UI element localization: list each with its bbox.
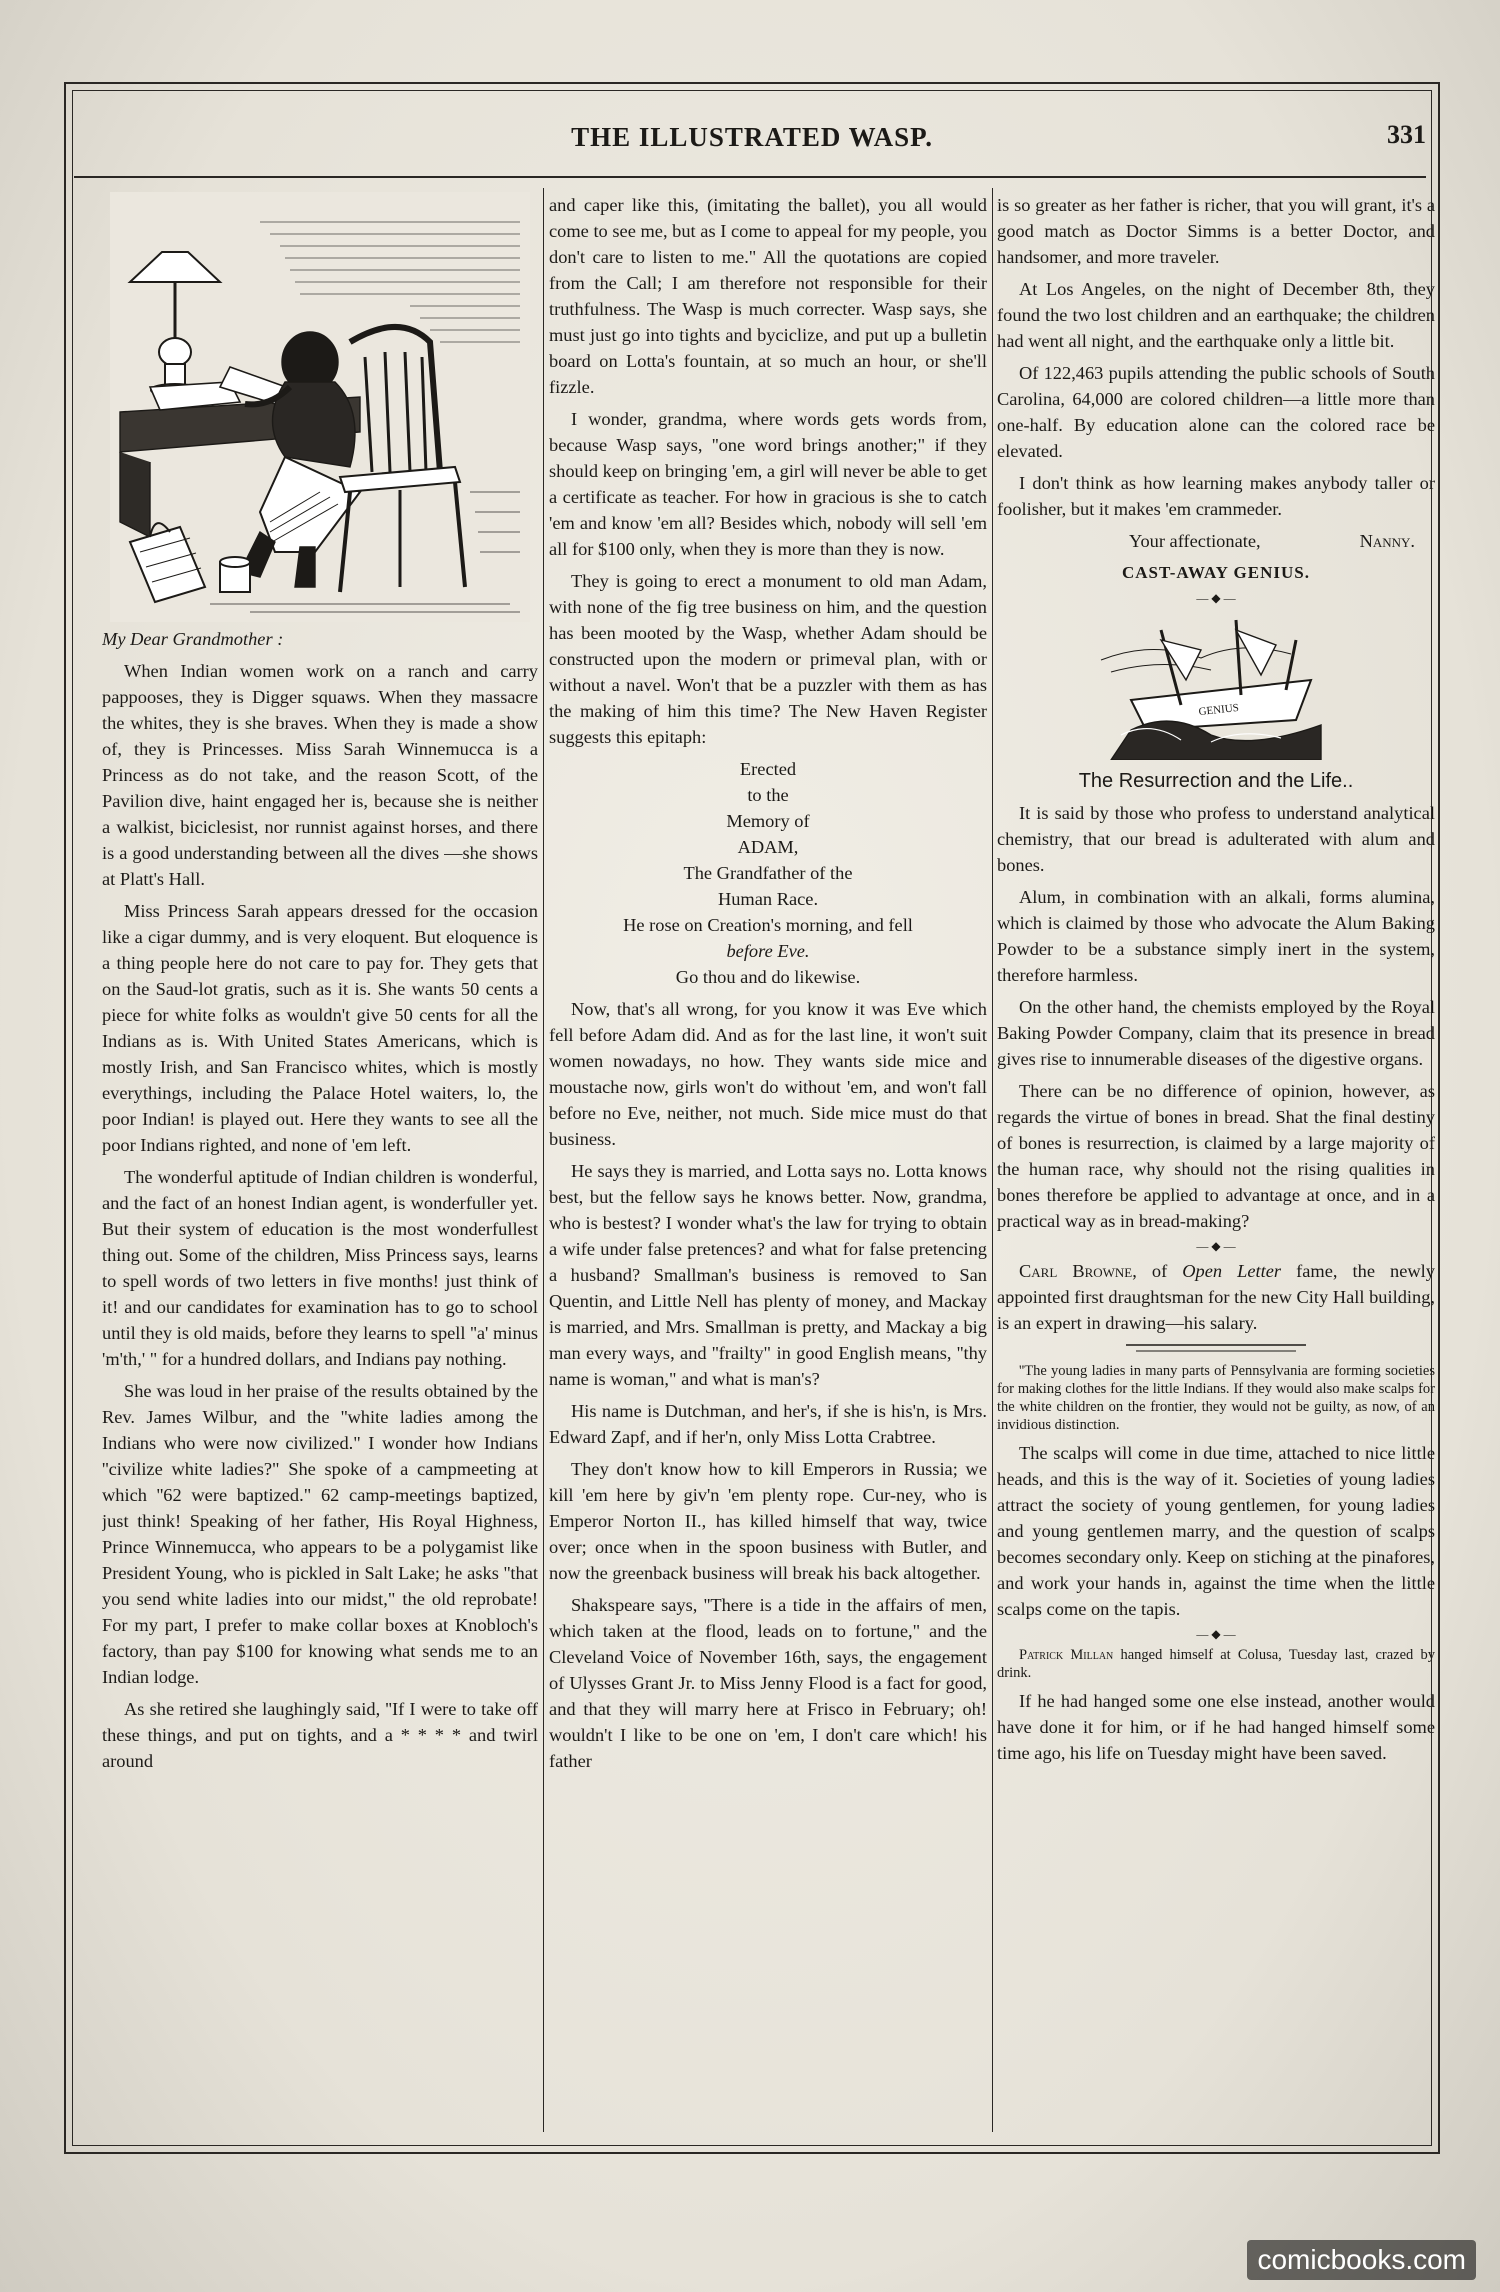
paragraph: It is said by those who profess to understand analytical chemistry, that our bread is adulterated with alum and bones.	[997, 803, 1435, 875]
paragraph: There can be no difference of opinion, however, as regards the virtue of bones in bread. Shat the final destiny of bones is resurrection, is claimed by a large majority of the human race, why should not the rising qualities in bones therefore be applied to advantage at once, and in a practical way as in bread-making?	[997, 1081, 1435, 1231]
epitaph-line: Go thou and do likewise.	[675, 967, 861, 987]
signature: Nanny.	[1359, 531, 1415, 551]
paragraph: I wonder, grandma, where words gets words from, because Wasp says, ''one word brings another;" if they should keep on bringing 'em, a girl will never be able to get a certificate as teacher. For how in gracious is she to catch 'em and know 'em all? Besides which, nobody will sell 'em all for $100 only, when they is more than they is now.	[549, 409, 987, 559]
epitaph-line: ADAM,	[737, 837, 799, 857]
section-title: CAST-AWAY GENIUS.	[1121, 563, 1310, 582]
news-item	[997, 1646, 1435, 1682]
epitaph-line: He rose on Creation's morning, and fell	[623, 915, 913, 935]
ship-label: GENIUS	[1197, 701, 1240, 719]
epitaph-line: Erected	[739, 759, 797, 779]
paragraph: They don't know how to kill Emperors in Russia; we kill 'em here by giv'n 'em plenty rope. Cur-ney, who is Emperor Norton II., has killed himself that way, twice over; once when in the spoon business with Butler, and now the greenback business will break his back altogether.	[549, 1459, 987, 1583]
ornament-divider: — ◆ —	[1196, 1239, 1236, 1253]
text-fragment: fame, the newly appointed first draughtsman for the new City Hall building, is an expert in drawing—his salary.	[997, 1261, 1435, 1333]
paragraph: If he had hanged some one else instead, another would have done it for him, or if he had hanged himself some time ago, his life on Tuesday might have been saved.	[997, 1691, 1435, 1763]
column-divider	[543, 188, 544, 2132]
epitaph	[549, 756, 987, 990]
shipwreck-illustration	[1091, 610, 1341, 760]
ornament-divider: — ◆ —	[1196, 1627, 1236, 1641]
epitaph-line: before Eve.	[726, 941, 810, 961]
signoff-text: Your affectionate,	[1129, 531, 1261, 551]
text-fragment: hanged himself at Colusa, Tuesday last, crazed by drink.	[997, 1647, 1435, 1681]
epitaph-line: to the	[747, 785, 789, 805]
column-divider	[992, 188, 993, 2132]
paragraph: She was loud in her praise of the results obtained by the Rev. James Wilbur, and the ''white ladies among the Indians who were now civilized." I wonder how Indians ''civilize white ladies?" She spoke of a campmeeting at which ''62 were baptized." 62 camp-meetings baptized, just think! Speaking of her father, His Royal Highness, Prince Winnemucca, who appears to be a polygamist like President Young, who is pickled in Salt Lake; he asks ''that you send white ladies into our midst," the old reprobate! For my part, I prefer to make collar boxes at Knobloch's factory, than pay $100 for knowing what sends me to an Indian lodge.	[102, 1381, 538, 1687]
source-watermark: comicbooks.com	[1247, 2240, 1476, 2280]
person-name: Carl Browne	[1019, 1261, 1133, 1281]
publication-title: THE ILLUSTRATED WASP.	[571, 122, 933, 152]
paragraph: The scalps will come in due time, attached to nice little heads, and this is the way of it. Societies of young ladies attract the society of young gentlemen, for young ladies and young gentlemen marry, and the question of scalps becomes secondary only. Keep on stiching at the pinafores, and work your hands in, against the time when the little scalps come on the tapis.	[997, 1443, 1435, 1619]
paragraph: and caper like this, (imitating the ballet), you all would come to see me, but as I come to appeal for my people, you don't care to listen to me." All the quotations are copied from the Call; I am therefore not responsible for their truthfulness. The Wasp is much correcter. Wasp says, she must just go into tights and byciclize, and put up a bulletin board on Lotta's fountain, at so much an hour, or she'll fizzle.	[549, 195, 987, 397]
paragraph: He says they is married, and Lotta says no. Lotta knows best, but the fellow says he knows better. Now, grandma, who is bestest? I wonder what's the law for trying to obtain a wife under false pretences? and what for false pretencing a husband? Smallman's business is removed to San Quentin, and Little Nell has plenty of money, and Mackay is married, and Mrs. Smallman is pretty, and Mackay a big man every ways, and ''frailty" in good English means, ''thy name is woman," and what is man's?	[549, 1161, 987, 1389]
paragraph: Miss Princess Sarah appears dressed for the occasion like a cigar dummy, and is very eloquent. But eloquence is a thing people here do not care to pay for. They gets that on the Saud-lot gratis, such as it is. She wants 50 cents a piece for white folks as wouldn't give 50 cents for all the Indians as is. With United States Americans, which is mostly Irish, and San Francisco whites, which is mostly everythings, including the Palace Hotel waiters, lo, the poor Indian! is played out. Here they wants to see all the poor Indians righted, and none of 'em left.	[102, 901, 538, 1155]
paragraph: Of 122,463 pupils attending the public schools of South Carolina, 64,000 are colored children—a little more than one-half. By education alone can the colored race be elevated.	[997, 363, 1435, 461]
paragraph: When Indian women work on a ranch and carry pappooses, they is Digger squaws. When they massacre the whites, they is she braves. When they is made a show of, they is Princesses. Miss Sarah Winnemucca is a Princess as do not take, and the reason Scott, of the Pavilion dive, haint engaged her is, because she is neither a walkist, biciclesist, nor runnist against horses, and there is a good understanding between all the dives —she shows at Platt's Hall.	[102, 661, 538, 889]
paragraph: At Los Angeles, on the night of December 8th, they found the two lost children and an earthquake; the children had went all night, and the earthquake only a little bit.	[997, 279, 1435, 351]
column-3	[997, 192, 1435, 2132]
paragraph: On the other hand, the chemists employed by the Royal Baking Powder Company, claim that its presence in bread gives rise to innumerable diseases of the digestive organs.	[997, 997, 1435, 1069]
epitaph-line: Memory of	[726, 811, 810, 831]
publication-name: Open Letter	[1182, 1261, 1282, 1281]
letter-signoff	[997, 528, 1435, 554]
paragraph: His name is Dutchman, and her's, if she is his'n, is Mrs. Edward Zapf, and if her'n, only Miss Lotta Crabtree.	[549, 1401, 987, 1447]
column-1	[102, 192, 538, 2132]
masthead	[64, 118, 1440, 162]
page-number: 331	[1387, 120, 1426, 149]
quoted-paragraph: ''The young ladies in many parts of Pennsylvania are forming societies for making clothes for the little Indians. If they would also make scalps for the white children on the frontier, they would not be guilty, as now, of an invidious distinction.	[997, 1363, 1435, 1433]
section-title: The Resurrection and the Life..	[1078, 770, 1354, 792]
person-name: Patrick Millan	[1019, 1647, 1114, 1663]
text-fragment: , of	[1132, 1261, 1183, 1281]
paragraph: I don't think as how learning makes anybody taller or foolisher, but it makes 'em crammeder.	[997, 473, 1435, 519]
paragraph: Now, that's all wrong, for you know it was Eve which fell before Adam did. And as for the last line, it won't suit women nowadays, no how. They wants side mice and moustache now, girls won't do without 'em, and won't fall before no Eve, neither, not much. Side mice must do that business.	[549, 999, 987, 1149]
epitaph-line: Human Race.	[717, 889, 819, 909]
double-rule	[1126, 1342, 1306, 1354]
header-rule	[74, 176, 1426, 178]
ornament-divider: — ◆ —	[1196, 591, 1236, 605]
paragraph: Alum, in combination with an alkali, forms alumina, which is claimed by those who advocate the Alum Baking Powder to be a substance simply inert in the system, therefore harmless.	[997, 887, 1435, 985]
girl-writing-illustration	[110, 192, 530, 622]
paragraph: They is going to erect a monument to old man Adam, with none of the fig tree business on him, and the question has been mooted by the Wasp, whether Adam should be constructed upon the modern or primeval plan, with or without a navel. Won't that be a puzzler with them as has the making of him this time? The New Haven Register suggests this epitaph:	[549, 571, 987, 747]
epitaph-line: The Grandfather of the	[683, 863, 853, 883]
paragraph: Shakspeare says, ''There is a tide in the affairs of men, which taken at the flood, leads on to fortune," and the Cleveland Voice of November 16th, says, the engagement of Ulysses Grant Jr. to Miss Jenny Flood is a fact for good, and that they will marry here at Frisco in February; oh! wouldn't I like to be one on 'em, I don't care which! his father	[549, 1595, 987, 1771]
paragraph: As she retired she laughingly said, ''If I were to take off these things, and put on tights, and a * * * * and twirl around	[102, 1699, 538, 1771]
salutation: My Dear Grandmother :	[102, 629, 284, 649]
paragraph: is so greater as her father is richer, that you will grant, it's a good match as Doctor Simms is a better Doctor, and handsomer, and more traveler.	[997, 195, 1435, 267]
paragraph: The wonderful aptitude of Indian children is wonderful, and the fact of an honest Indian agent, is wonderfuller yet. But their system of education is the most wonderfullest thing out. Some of the children, Miss Princess says, learns to spell words of two letters in five months! just think of it! and our candidates for examination has to go to school until they is old maids, before they learns to spell ''a' minus 'm'th,' " for a hundred dollars, and Indians pay nothing.	[102, 1167, 538, 1369]
column-2	[549, 192, 987, 2132]
paragraph	[997, 1258, 1435, 1336]
